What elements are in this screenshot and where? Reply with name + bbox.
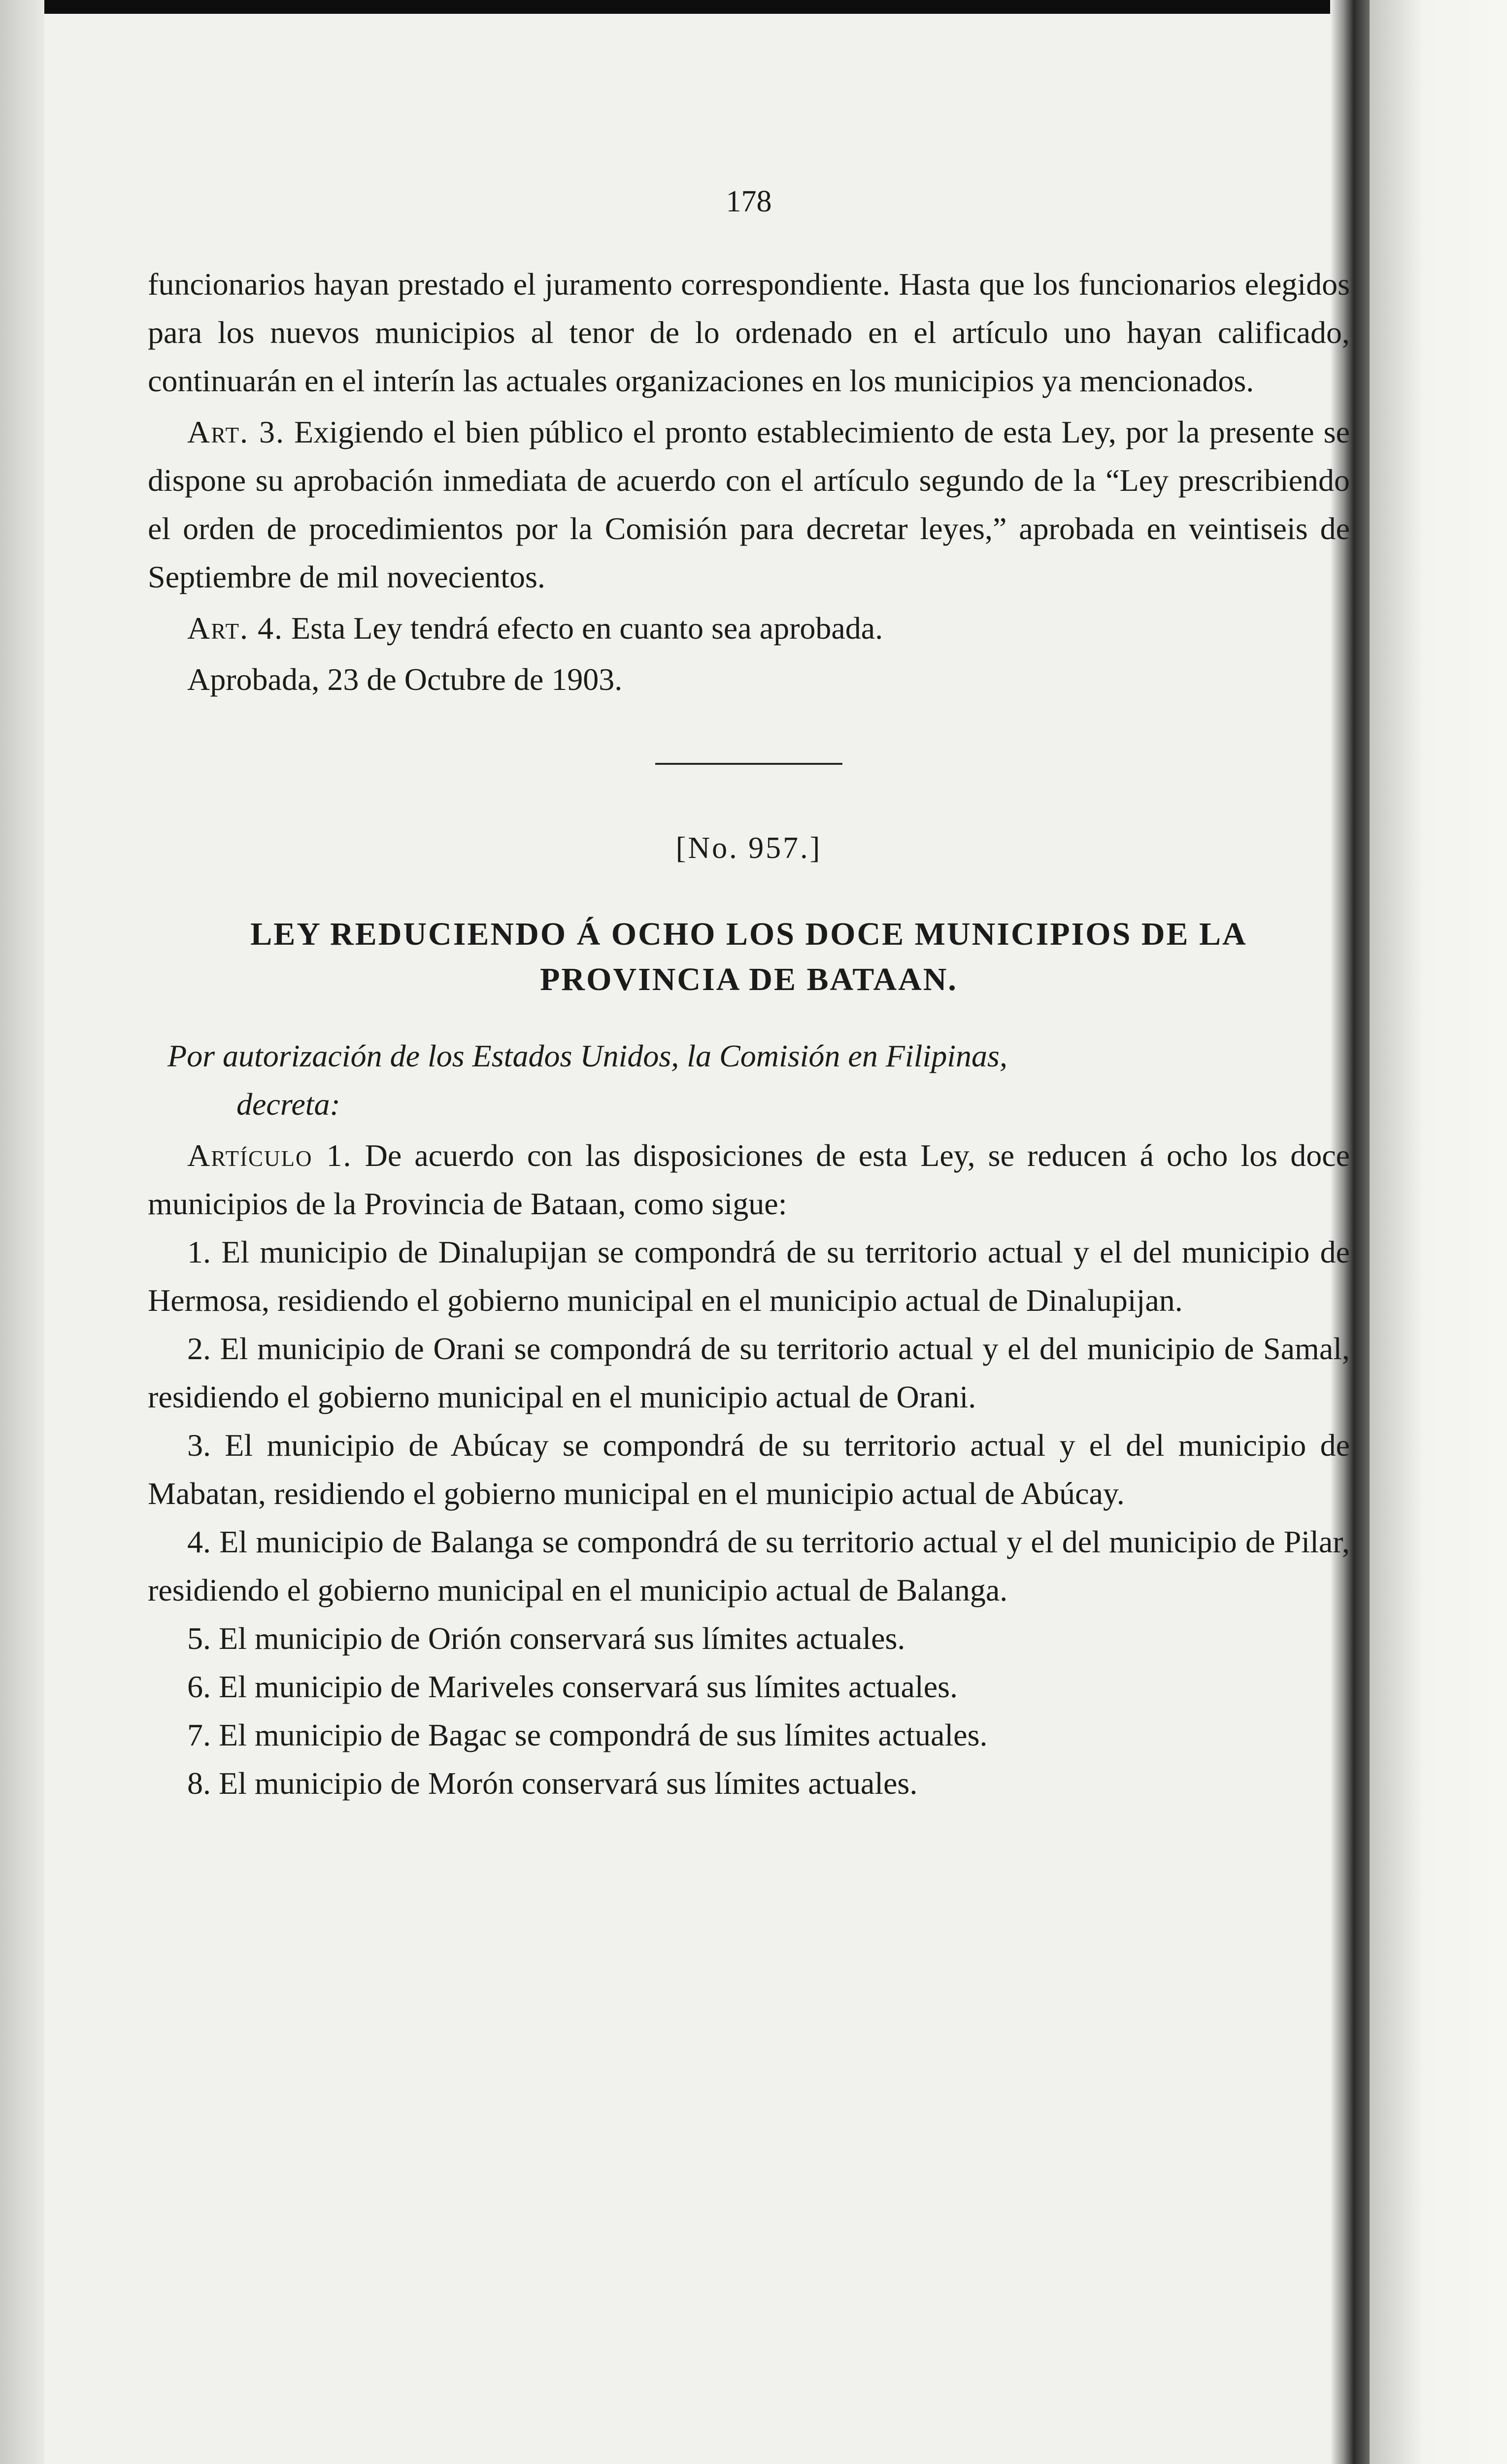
article-4 xyxy=(148,604,1350,652)
adjacent-page-edge xyxy=(1370,0,1507,2464)
enacting-clause-line2: decreta: xyxy=(236,1087,340,1122)
list-item: 3. El municipio de Abúcay se compondrá de su territorio actual y el del municipio de Mabatan, residiendo el gobierno municipal en el municipio actual de Abúcay. xyxy=(148,1428,1350,1511)
article-4-text: Esta Ley tendrá efecto en cuanto sea aprobada. xyxy=(291,611,883,646)
page-text-block xyxy=(148,177,1350,1808)
enacting-clause xyxy=(167,1032,1350,1129)
article-3 xyxy=(148,408,1350,601)
scan-top-edge xyxy=(0,0,1330,14)
list-item: 7. El municipio de Bagac se compondrá de sus límites actuales. xyxy=(187,1717,988,1752)
article-1-label: Artículo 1. xyxy=(187,1138,352,1173)
enacting-clause-line1: Por autorización de los Estados Unidos, la Comisión en Filipinas, xyxy=(167,1038,1007,1073)
article-1 xyxy=(148,1131,1350,1228)
article-4-label: Art. 4. xyxy=(187,611,284,646)
list-item: 2. El municipio de Orani se compondrá de su territorio actual y el del municipio de Samal, residiendo el gobierno municipal en el municipio actual de Orani. xyxy=(148,1331,1350,1414)
section-divider xyxy=(655,763,842,765)
continuation-paragraph: funcionarios hayan prestado el juramento correspondiente. Hasta que los funcionarios elegidos para los nuevos municipios al tenor de lo ordenado en el artículo uno hayan calificado, continuarán en el interín las actuales organizaciones en los municipios ya mencionados. xyxy=(148,267,1350,398)
municipality-list xyxy=(148,1228,1350,1808)
list-item: 4. El municipio de Balanga se compondrá de su territorio actual y el del municipio de Pilar, residiendo el gobierno municipal en el municipio actual de Balanga. xyxy=(148,1524,1350,1608)
list-item: 5. El municipio de Orión conservará sus límites actuales. xyxy=(187,1621,905,1656)
page-number: 178 xyxy=(726,185,772,218)
list-item: 6. El municipio de Mariveles conservará sus límites actuales. xyxy=(187,1669,958,1704)
list-item: 1. El municipio de Dinalupijan se compondrá de su territorio actual y el del municipio de Hermosa, residiendo el gobierno municipal en el municipio actual de Dinalupijan. xyxy=(148,1234,1350,1318)
article-3-text: Exigiendo el bien público el pronto establecimiento de esta Ley, por la presente se dispone su aprobación inmediata de acuerdo con el artículo segundo de la “Ley prescribiendo el orden de procedimientos por la Comisión para decretar leyes,” aprobada en veintiseis de Septiembre de mil novecientos. xyxy=(148,414,1350,594)
approval-date: Aprobada, 23 de Octubre de 1903. xyxy=(187,662,623,697)
law-title: LEY REDUCIENDO Á OCHO LOS DOCE MUNICIPIOS DE LA PROVINCIA DE BATAAN. xyxy=(250,916,1247,997)
article-3-label: Art. 3. xyxy=(187,414,285,449)
law-number: [No. 957.] xyxy=(675,831,822,865)
article-1-text: De acuerdo con las disposiciones de esta Ley, se reducen á ocho los doce municipios de la Provincia de Bataan, como sigue: xyxy=(148,1138,1350,1221)
list-item: 8. El municipio de Morón conservará sus límites actuales. xyxy=(187,1766,918,1801)
scan-left-shadow xyxy=(0,0,44,2464)
